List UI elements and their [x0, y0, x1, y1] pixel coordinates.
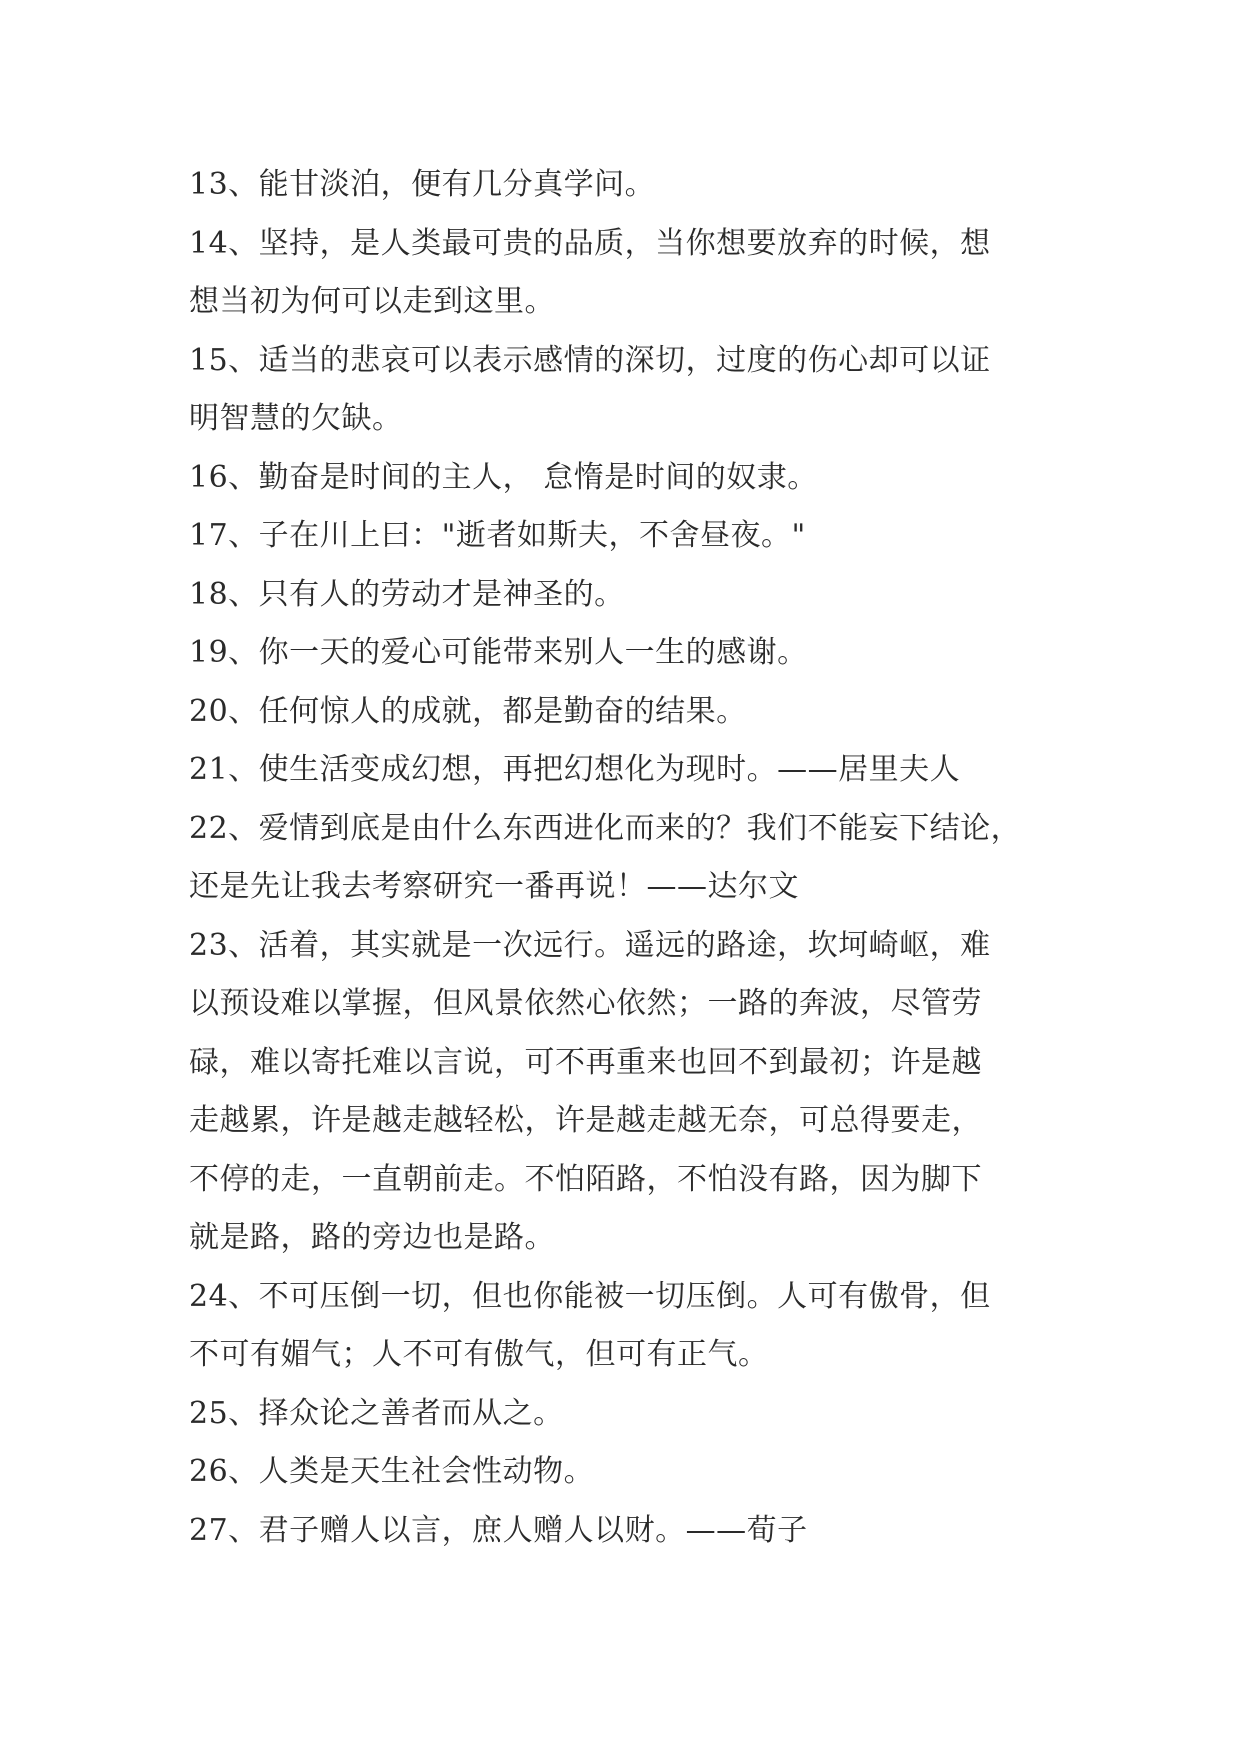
quote-line: 还是先让我去考察研究一番再说！——达尔文 — [189, 869, 799, 904]
quote-line: 不可有媚气；人不可有傲气，但可有正气。 — [189, 1337, 769, 1372]
quote-line: 25、择众论之善者而从之。 — [189, 1395, 564, 1431]
document-body — [189, 156, 1069, 1560]
quote-line: 14、坚持，是人类最可贵的品质，当你想要放弃的时候，想 — [189, 225, 991, 261]
quote-line: 13、能甘淡泊，便有几分真学问。 — [189, 167, 656, 202]
quote-line: 24、不可压倒一切，但也你能被一切压倒。人可有傲骨，但 — [189, 1278, 991, 1314]
quote-paragraph — [189, 215, 1069, 332]
quote-paragraph — [189, 683, 1069, 742]
quote-line: 15、适当的悲哀可以表示感情的深切，过度的伤心却可以证 — [189, 342, 991, 378]
quote-line: 19、你一天的爱心可能带来别人一生的感谢。 — [189, 635, 808, 670]
quote-line: 23、活着，其实就是一次远行。遥远的路途，坎坷崎岖，难 — [189, 927, 991, 963]
quote-line: 21、使生活变成幻想，再把幻想化为现时。——居里夫人 — [189, 752, 961, 787]
quote-paragraph — [189, 1443, 1069, 1502]
quote-line: 22、爱情到底是由什么东西进化而来的？我们不能妄下结论， — [189, 810, 1022, 846]
quote-line: 26、人类是天生社会性动物。 — [189, 1454, 595, 1489]
quote-paragraph — [189, 800, 1069, 917]
quote-paragraph — [189, 917, 1069, 1268]
quote-line: 想当初为何可以走到这里。 — [189, 284, 555, 319]
quote-paragraph — [189, 156, 1069, 215]
quote-paragraph — [189, 741, 1069, 800]
quote-line: 以预设难以掌握，但风景依然心依然；一路的奔波，尽管劳 — [189, 986, 982, 1021]
quote-paragraph — [189, 507, 1069, 566]
quote-line: 走越累，许是越走越轻松，许是越走越无奈，可总得要走， — [189, 1103, 982, 1138]
quote-paragraph — [189, 566, 1069, 625]
quote-paragraph — [189, 332, 1069, 449]
quote-line: 18、只有人的劳动才是神圣的。 — [189, 576, 625, 612]
quote-paragraph — [189, 1502, 1069, 1561]
quote-paragraph — [189, 1385, 1069, 1444]
quote-line: 27、君子赠人以言，庶人赠人以财。——荀子 — [189, 1512, 808, 1548]
quote-line: 明智慧的欠缺。 — [189, 401, 403, 436]
quote-line: 20、任何惊人的成就，都是勤奋的结果。 — [189, 693, 747, 729]
quote-line: 16、勤奋是时间的主人， 怠惰是时间的奴隶。 — [189, 459, 818, 495]
quote-line: 17、子在川上曰："逝者如斯夫，不舍昼夜。" — [189, 518, 806, 553]
quote-paragraph — [189, 1268, 1069, 1385]
quote-line: 不停的走，一直朝前走。不怕陌路，不怕没有路，因为脚下 — [189, 1161, 982, 1197]
quote-paragraph — [189, 624, 1069, 683]
quote-line: 就是路，路的旁边也是路。 — [189, 1220, 555, 1255]
quote-paragraph — [189, 449, 1069, 508]
quote-line: 碌，难以寄托难以言说，可不再重来也回不到最初；许是越 — [189, 1044, 982, 1080]
